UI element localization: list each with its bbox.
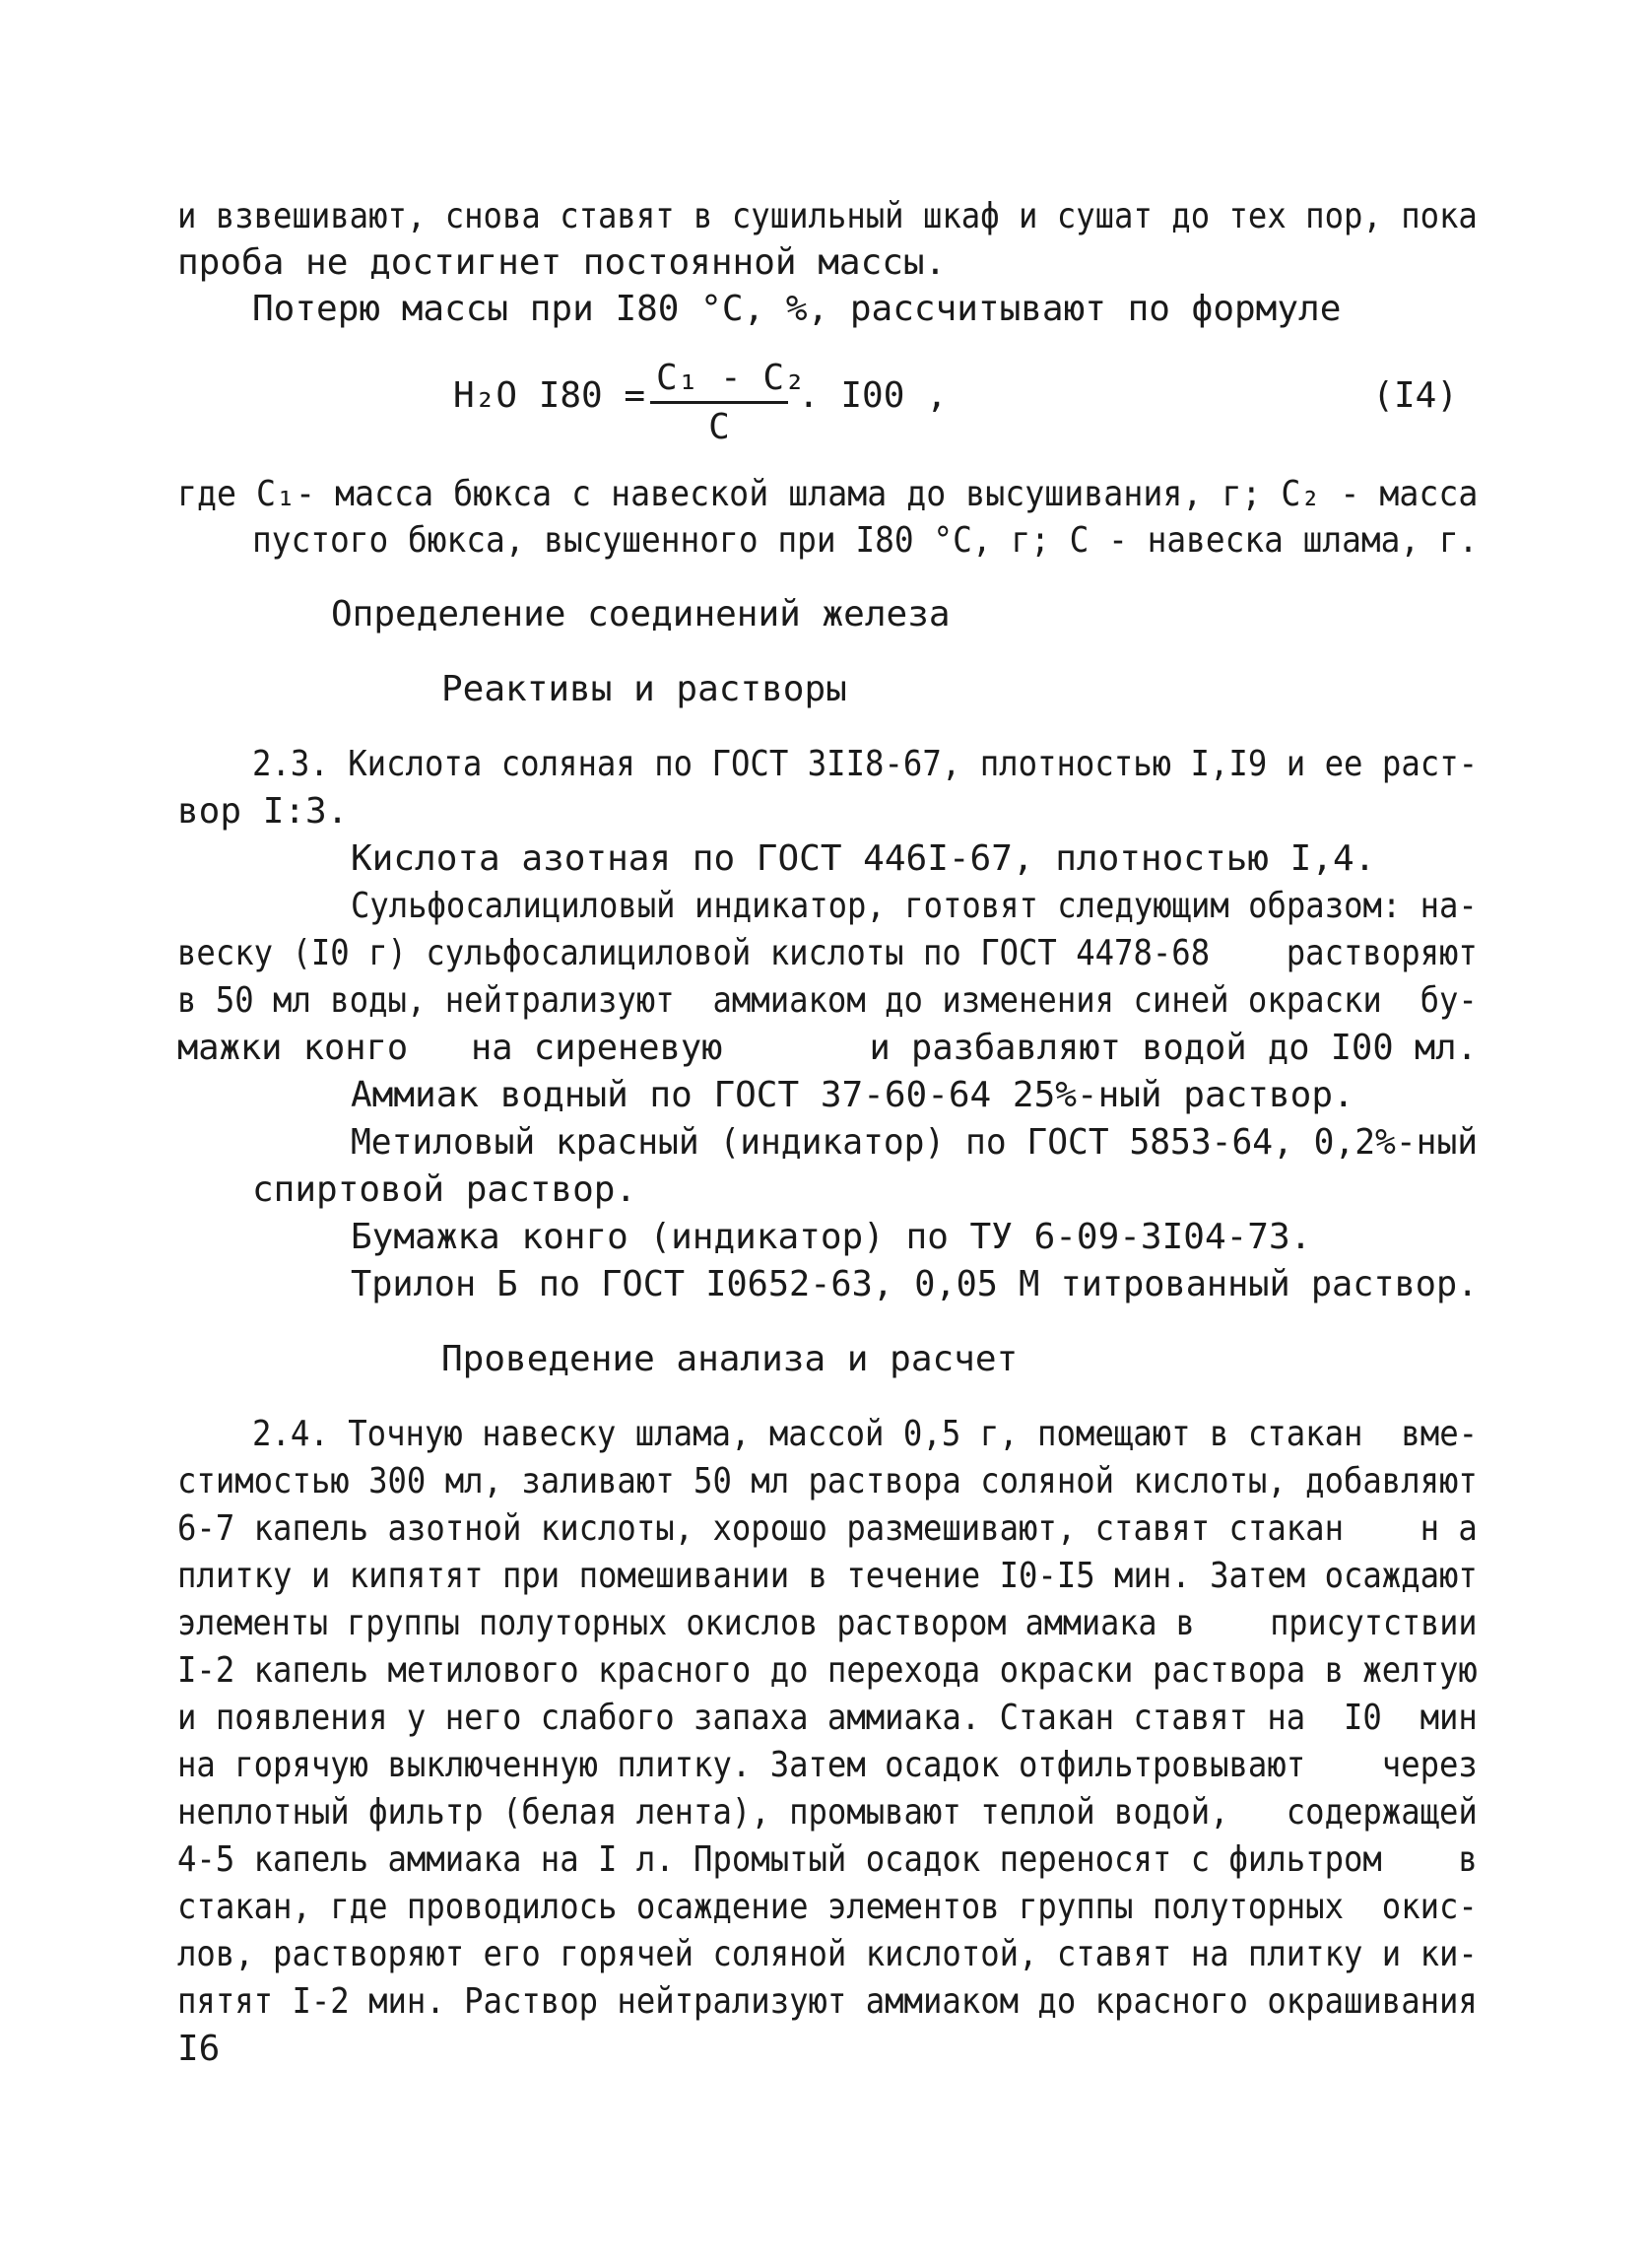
text-line: мажки конго на сиреневую и разбавляют водой до I00 мл. [177, 1028, 1478, 1068]
equation-number: (I4) [1372, 375, 1458, 416]
section-heading: Реактивы и растворы [441, 669, 847, 709]
text-line: стимостью 300 мл, заливают 50 мл раствора соляной кислоты, добавляют [177, 1461, 1478, 1501]
text-line: где C₁- масса бюкса с навеской шлама до высушивания, г; C₂ - масса [177, 474, 1479, 514]
text-line: 2.3. Кислота соляная по ГОСТ 3II8-67, плотностью I,I9 и ее раст- [252, 744, 1479, 784]
formula-14 [453, 355, 1458, 463]
text-line: Бумажка конго (индикатор) по ТУ 6-09-3I04-73. [351, 1217, 1312, 1257]
text-line: 4-5 капель аммиака на I л. Промытый осадок переносят с фильтром в [177, 1839, 1478, 1880]
text-line: Метиловый красный (индикатор) по ГОСТ 5853-64, 0,2%-ный [351, 1122, 1479, 1163]
text-line: вор I:3. [177, 791, 349, 832]
text-line: 2.4. Точную навеску шлама, массой 0,5 г, помещают в стакан вме- [252, 1414, 1479, 1454]
text-line: неплотный фильтр (белая лента), промывают теплой водой, содержащей [177, 1792, 1478, 1833]
text-line: элементы группы полуторных окислов раствором аммиака в присутствии [177, 1603, 1478, 1643]
text-line: Кислота азотная по ГОСТ 446I-67, плотностью I,4. [351, 838, 1376, 879]
section-heading: Определение соединений железа [331, 594, 951, 634]
text-line: пятят I-2 мин. Раствор нейтрализуют аммиаком до красного окрашивания [177, 1981, 1478, 2022]
text-line: и появления у него слабого запаха аммиака. Стакан ставят на I0 мин [177, 1698, 1478, 1738]
formula-rhs: . I00 , [798, 375, 948, 416]
text-line: Сульфосалициловый индикатор, готовят следующим образом: на- [351, 886, 1478, 926]
text-line: на горячую выключенную плитку. Затем осадок отфильтровывают через [177, 1745, 1478, 1785]
formula-lhs: H₂O I80 = [453, 375, 646, 416]
text-line: Аммиак водный по ГОСТ 37-60-64 25%-ный раствор. [351, 1075, 1354, 1115]
formula-numerator: C₁ - C₂ [650, 355, 788, 404]
text-line: спиртовой раствор. [252, 1169, 637, 1210]
text-line: лов, растворяют его горячей соляной кислотой, ставят на плитку и ки- [177, 1934, 1478, 1974]
section-heading: Проведение анализа и расчет [441, 1339, 1019, 1379]
text-line: Трилон Б по ГОСТ I0652-63, 0,05 М титрованный раствор. [351, 1264, 1479, 1304]
text-line: веску (I0 г) сульфосалициловой кислоты по ГОСТ 4478-68 растворяют [177, 933, 1478, 973]
text-line: и взвешивают, снова ставят в сушильный шкаф и сушат до тех пор, пока [177, 196, 1478, 236]
text-line: Потерю массы при I80 °C, %, рассчитывают по формуле [252, 289, 1342, 329]
text-line: стакан, где проводилось осаждение элементов группы полуторных окис- [177, 1887, 1478, 1927]
text-line: в 50 мл воды, нейтрализуют аммиаком до изменения синей окраски бу- [177, 980, 1478, 1021]
text-line: проба не достигнет постоянной массы. [177, 242, 947, 283]
text-line: плитку и кипятят при помешивании в течение I0-I5 мин. Затем осаждают [177, 1556, 1478, 1596]
formula-fraction [650, 355, 806, 450]
text-line: пустого бюкса, высушенного при I80 °C, г; C - навеска шлама, г. [252, 520, 1479, 561]
text-line: I-2 капель метилового красного до перехода окраски раствора в желтую [177, 1650, 1478, 1691]
page-number: I6 [177, 2029, 221, 2069]
text-line: 6-7 капель азотной кислоты, хорошо размешивают, ставят стакан н а [177, 1508, 1478, 1549]
formula-denominator: C [708, 407, 730, 447]
